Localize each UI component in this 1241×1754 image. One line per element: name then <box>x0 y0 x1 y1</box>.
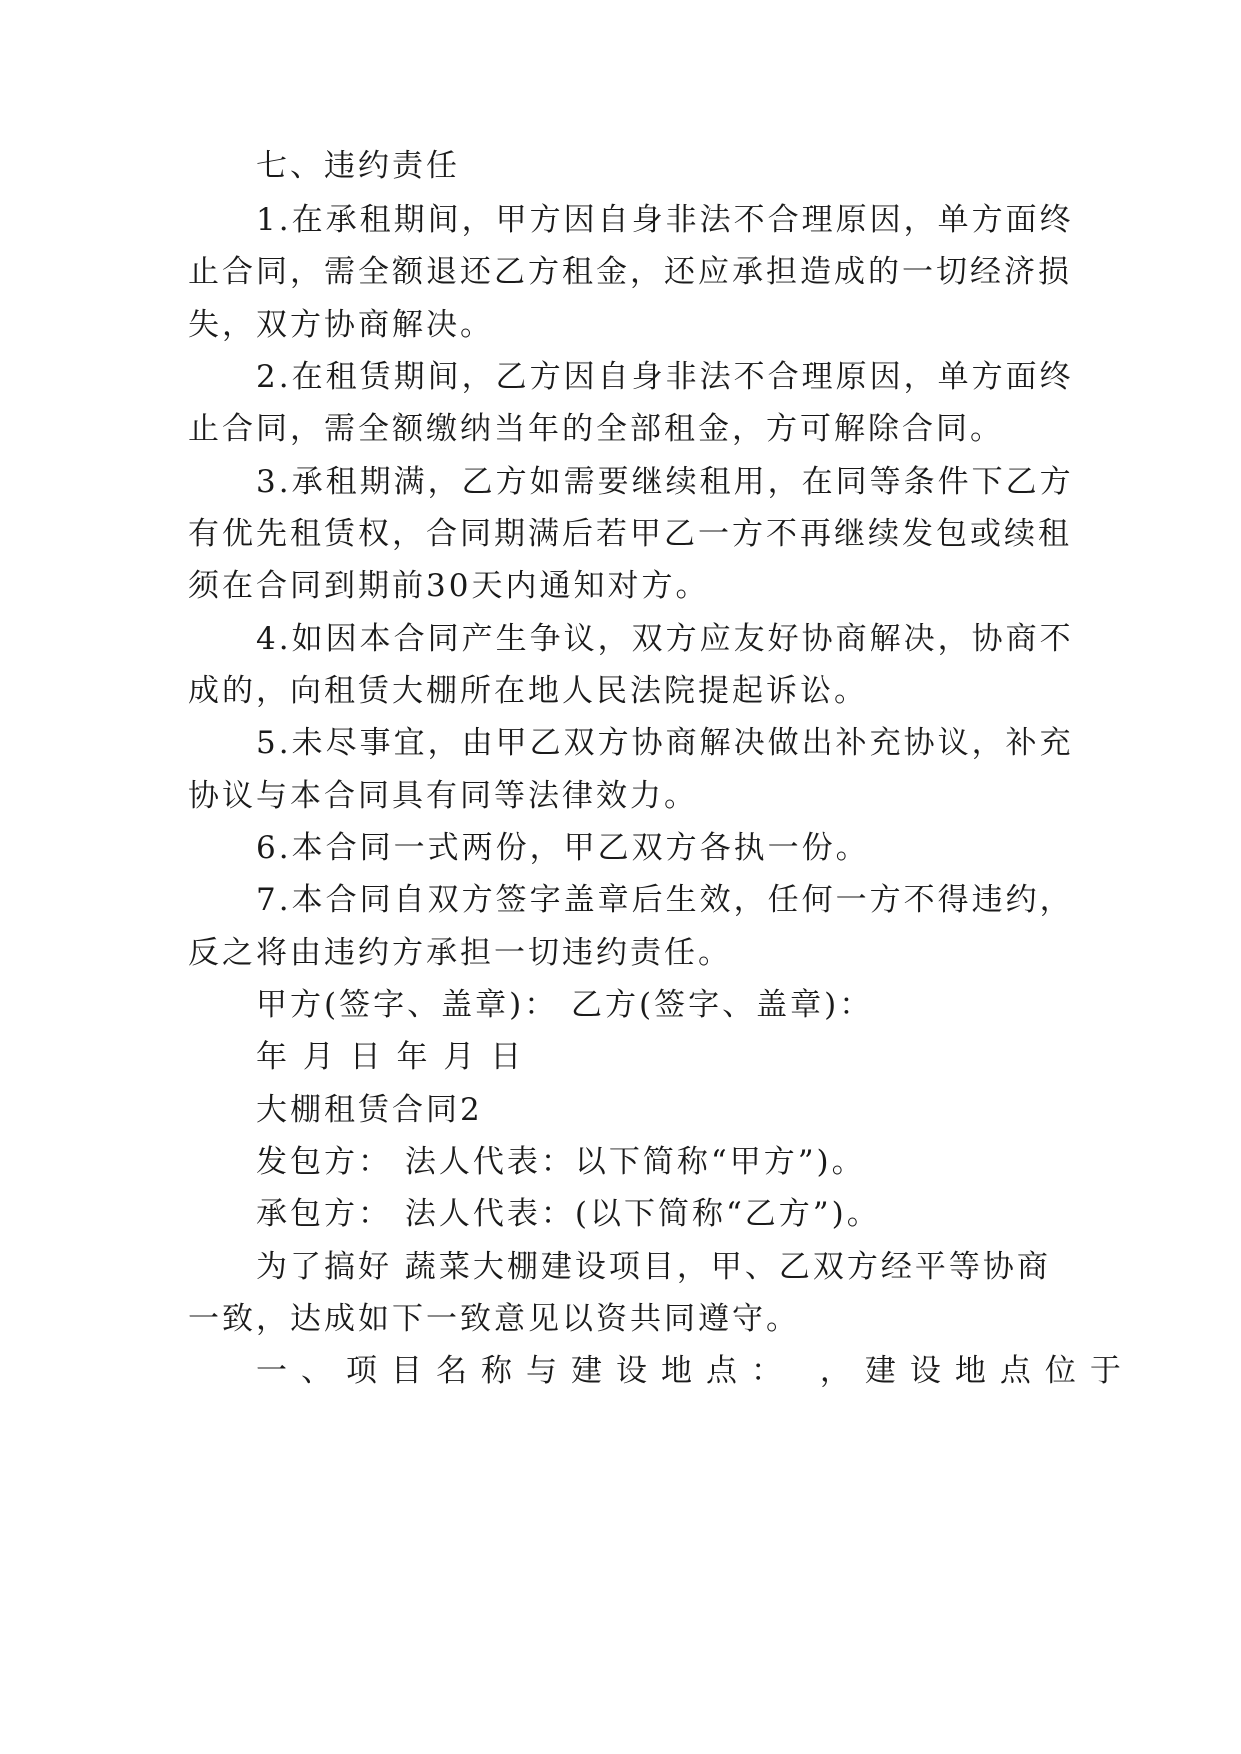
clause-2-line-1: 2.在租赁期间，乙方因自身非法不合理原因，单方面终 <box>256 359 1074 395</box>
clause-1-line-2: 止合同，需全额退还乙方租金，还应承担造成的一切经济损 <box>188 254 1072 290</box>
clause-6-line-1: 6.本合同一式两份，甲乙双方各执一份。 <box>256 830 870 866</box>
clause-1-line-1: 1.在承租期间，甲方因自身非法不合理原因，单方面终 <box>256 202 1074 238</box>
clause-5-line-1: 5.未尽事宜，由甲乙双方协商解决做出补充协议，补充 <box>256 725 1074 761</box>
intro-line-1: 为了搞好 蔬菜大棚建设项目，甲、乙双方经平等协商 <box>256 1249 1051 1285</box>
clause-7-line-1: 7.本合同自双方签字盖章后生效，任何一方不得违约， <box>256 882 1074 918</box>
intro-line-2: 一致，达成如下一致意见以资共同遵守。 <box>188 1301 800 1337</box>
item-one-line: 一、项目名称与建设地点： ，建设地点位于 <box>256 1353 1135 1389</box>
party-b-line: 承包方： 法人代表：(以下简称“乙方”)。 <box>256 1196 881 1232</box>
signature-line: 甲方(签字、盖章)： 乙方(签字、盖章)： <box>256 987 874 1023</box>
clause-4-line-1: 4.如因本合同产生争议，双方应友好协商解决，协商不 <box>256 621 1074 657</box>
clause-1-line-3: 失，双方协商解决。 <box>188 307 494 343</box>
clause-3-line-3: 须在合同到期前30天内通知对方。 <box>188 568 710 604</box>
clause-7-line-2: 反之将由违约方承担一切违约责任。 <box>188 935 732 971</box>
section-heading: 七、违约责任 <box>256 148 460 184</box>
clause-5-line-2: 协议与本合同具有同等法律效力。 <box>188 778 698 814</box>
clause-4-line-2: 成的，向租赁大棚所在地人民法院提起诉讼。 <box>188 673 868 709</box>
clause-3-line-2: 有优先租赁权，合同期满后若甲乙一方不再继续发包或续租 <box>188 516 1072 552</box>
clause-2-line-2: 止合同，需全额缴纳当年的全部租金，方可解除合同。 <box>188 411 1004 447</box>
date-line: 年 月 日 年 月 日 <box>256 1039 525 1075</box>
clause-3-line-1: 3.承租期满，乙方如需要继续租用，在同等条件下乙方 <box>256 464 1074 500</box>
second-contract-title: 大棚租赁合同2 <box>256 1092 483 1128</box>
party-a-line: 发包方： 法人代表：以下简称“甲方”)。 <box>256 1144 866 1180</box>
